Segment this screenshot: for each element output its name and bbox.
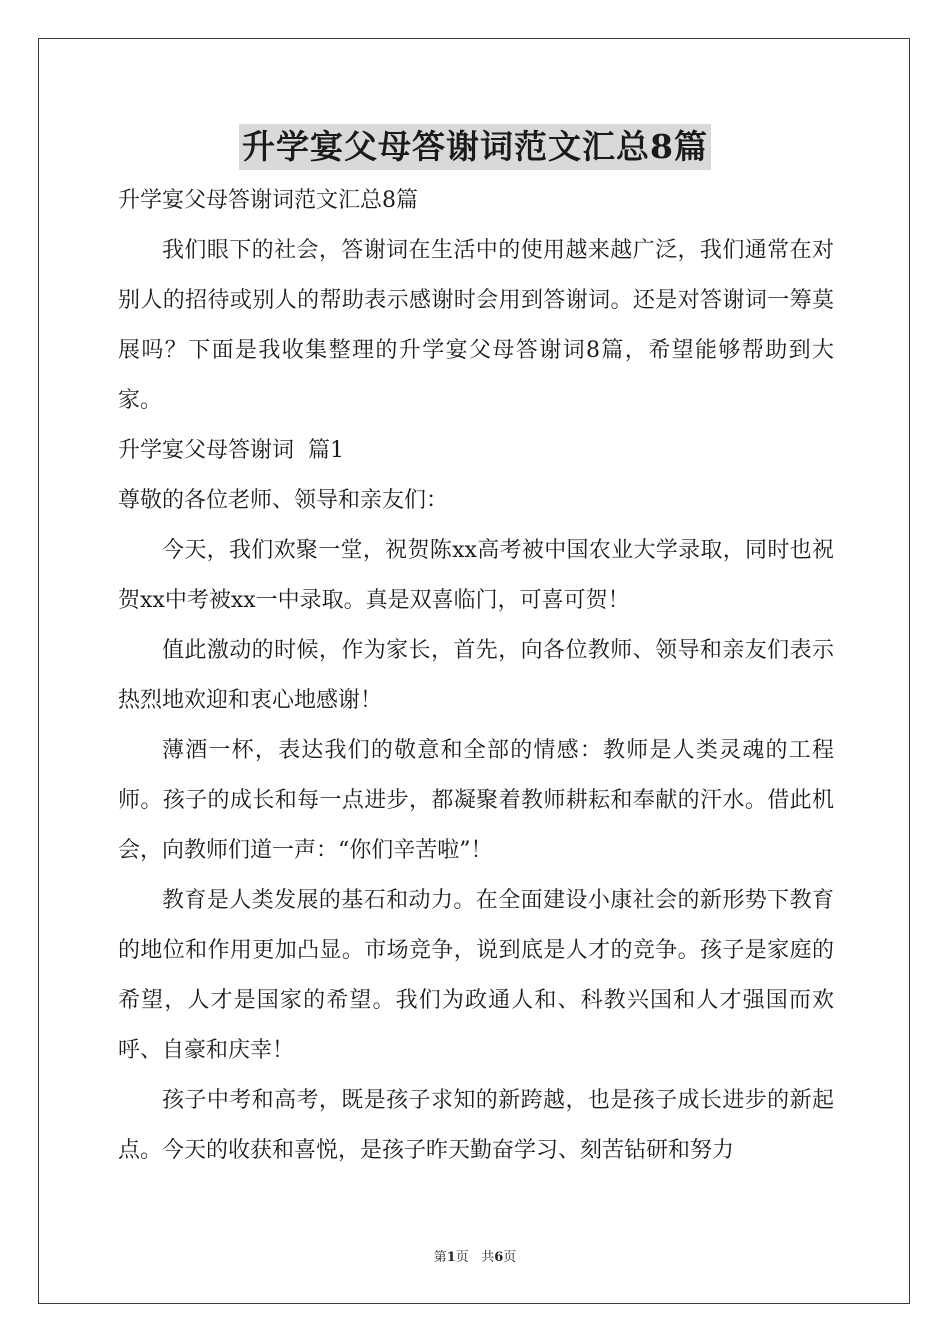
title-container [0, 124, 950, 170]
body-paragraph: 值此激动的时候，作为家长，首先，向各位教师、领导和亲友们表示热烈地欢迎和衷心地感谢！ [118, 638, 834, 713]
section-heading: 升学宴父母答谢词 篇1 [118, 438, 344, 463]
page-footer [0, 1246, 950, 1265]
document-body [118, 176, 834, 1176]
document-subtitle: 升学宴父母答谢词范文汇总8篇 [118, 188, 418, 213]
body-paragraph: 教育是人类发展的基石和动力。在全面建设小康社会的新形势下教育的地位和作用更加凸显。市场竞争，说到底是人才的竞争。孩子是家庭的希望，人才是国家的希望。我们为政通人和、科教兴国和人才强国而欢呼、自豪和庆幸！ [118, 888, 834, 1063]
intro-paragraph: 我们眼下的社会，答谢词在生活中的使用越来越广泛，我们通常在对别人的招待或别人的帮助表示感谢时会用到答谢词。还是对答谢词一筹莫展吗？下面是我收集整理的升学宴父母答谢词8篇，希望能够帮助到大家。 [118, 238, 834, 413]
total-pages: 6 [494, 1250, 504, 1265]
salutation: 尊敬的各位老师、领导和亲友们： [118, 488, 449, 513]
document-title: 升学宴父母答谢词范文汇总8篇 [239, 124, 711, 170]
page-suffix: 页 [455, 1250, 469, 1265]
page-prefix: 第 [433, 1250, 447, 1265]
total-prefix: 共 [481, 1250, 495, 1265]
body-paragraph: 今天，我们欢聚一堂，祝贺陈xx高考被中国农业大学录取，同时也祝贺xx中考被xx一中录取。真是双喜临门，可喜可贺！ [118, 538, 834, 613]
body-paragraph: 薄酒一杯，表达我们的敬意和全部的情感：教师是人类灵魂的工程师。孩子的成长和每一点进步，都凝聚着教师耕耘和奉献的汗水。借此机会，向教师们道一声：“你们辛苦啦”！ [118, 738, 834, 863]
page-number: 1 [446, 1250, 456, 1265]
body-paragraph: 孩子中考和高考，既是孩子求知的新跨越，也是孩子成长进步的新起点。今天的收获和喜悦，是孩子昨天勤奋学习、刻苦钻研和努力 [118, 1088, 834, 1163]
total-suffix: 页 [503, 1250, 517, 1265]
